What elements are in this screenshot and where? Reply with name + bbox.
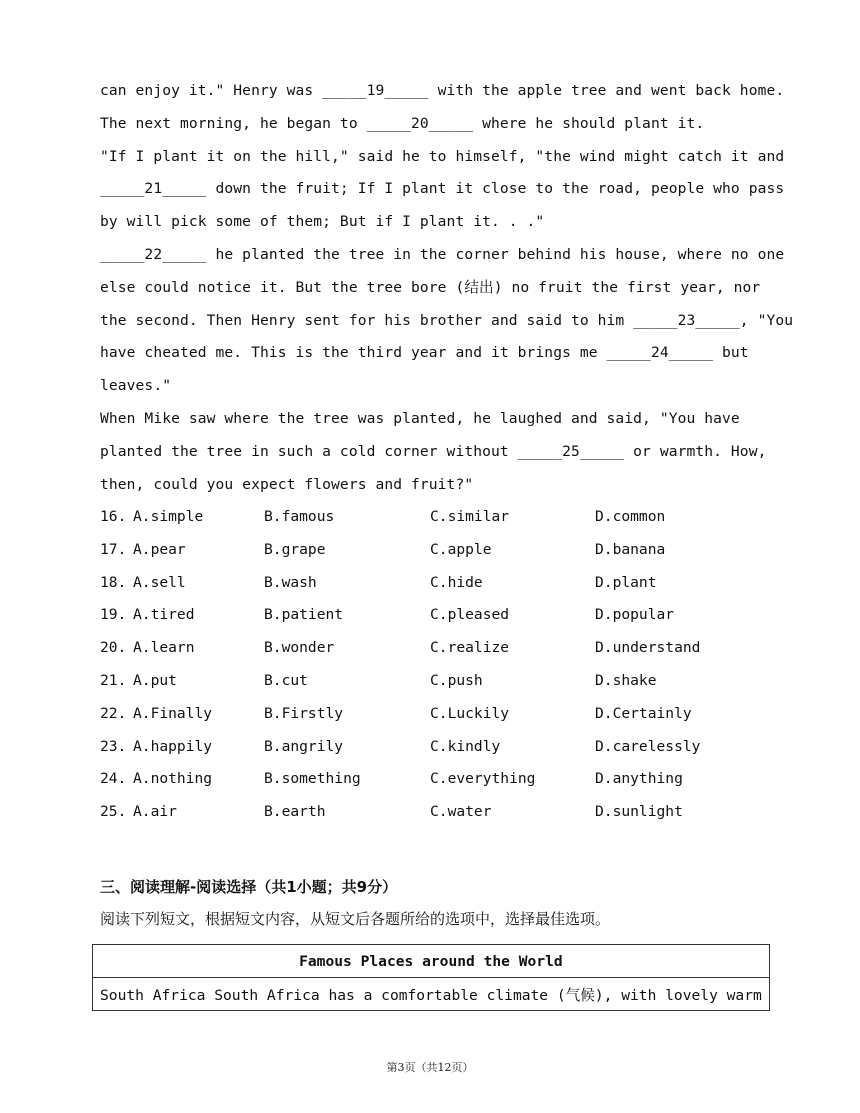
option-d: D.common xyxy=(595,508,666,525)
question-row xyxy=(100,796,760,829)
question-number: 21. xyxy=(100,671,127,689)
reading-table-cell: South Africa South Africa has a comfortable climate (气候), with lovely warm xyxy=(93,978,770,1011)
option-b: B.Firstly xyxy=(264,704,344,722)
option-a: A.learn xyxy=(133,639,195,657)
option-a: A.tired xyxy=(133,606,195,624)
passage-line: "If I plant it on the hill," said he to himself, "the wind might catch it and xyxy=(100,147,785,165)
passage-line: leaves." xyxy=(100,377,172,395)
option-a: A.put xyxy=(133,671,177,689)
reading-table xyxy=(92,944,770,1011)
page-footer: 第3页（共12页） xyxy=(386,1061,474,1074)
section-title: 三、阅读理解-阅读选择（共1小题；共9分） xyxy=(100,878,398,896)
question-number: 20. xyxy=(100,639,127,657)
option-d: D.shake xyxy=(595,671,657,689)
option-b: B.famous xyxy=(264,508,335,525)
option-c: C.Luckily xyxy=(430,704,510,722)
passage-line: can enjoy it." Henry was _____19_____ with the apple tree and went back home. xyxy=(100,82,785,99)
option-d: D.banana xyxy=(595,540,666,558)
passage-line: have cheated me. This is the third year and it brings me _____24_____ but xyxy=(100,344,749,362)
option-c: C.push xyxy=(430,671,483,689)
question-row xyxy=(100,763,760,796)
option-b: B.earth xyxy=(264,803,326,821)
option-d: D.carelessly xyxy=(595,737,701,755)
reading-table-header: Famous Places around the World xyxy=(93,945,770,978)
question-number: 18. xyxy=(100,573,127,591)
option-b: B.wonder xyxy=(264,639,335,657)
passage-line: else could notice it. But the tree bore (结出) no fruit the first year, nor xyxy=(100,278,761,296)
question-row xyxy=(100,567,760,600)
option-c: C.kindly xyxy=(430,737,501,755)
option-a: A.Finally xyxy=(133,704,213,722)
option-a: A.simple xyxy=(133,508,204,525)
question-number: 25. xyxy=(100,803,127,821)
cloze-passage xyxy=(100,75,794,501)
question-number: 24. xyxy=(100,770,127,788)
option-d: D.anything xyxy=(595,770,683,788)
option-c: C.realize xyxy=(430,639,510,657)
question-number: 16. xyxy=(100,508,127,525)
option-b: B.patient xyxy=(264,606,344,624)
option-d: D.popular xyxy=(595,606,675,624)
passage-line: the second. Then Henry sent for his brother and said to him _____23_____, "You xyxy=(100,311,794,329)
option-d: D.sunlight xyxy=(595,803,683,821)
option-a: A.air xyxy=(133,803,177,821)
question-row xyxy=(100,501,760,534)
question-number: 23. xyxy=(100,737,127,755)
option-c: C.water xyxy=(430,803,492,821)
question-number: 17. xyxy=(100,540,127,558)
section-instruction: 阅读下列短文，根据短文内容，从短文后各题所给的选项中，选择最佳选项。 xyxy=(100,910,611,928)
option-b: B.cut xyxy=(264,671,308,689)
option-c: C.pleased xyxy=(430,606,510,624)
question-row xyxy=(100,534,760,567)
passage-line: by will pick some of them; But if I plant it. . ." xyxy=(100,213,545,231)
option-c: C.apple xyxy=(430,540,492,558)
option-a: A.pear xyxy=(133,540,186,558)
question-number: 19. xyxy=(100,606,127,624)
option-c: C.everything xyxy=(430,770,536,788)
question-number: 22. xyxy=(100,704,127,722)
answer-options xyxy=(100,501,760,829)
option-c: C.similar xyxy=(430,508,510,525)
question-row xyxy=(100,665,760,698)
passage-line: The next morning, he began to _____20_____ where he should plant it. xyxy=(100,114,705,132)
question-row xyxy=(100,632,760,665)
option-b: B.wash xyxy=(264,573,317,591)
passage-line: planted the tree in such a cold corner without _____25_____ or warmth. How, xyxy=(100,442,767,460)
option-d: D.understand xyxy=(595,639,701,657)
option-a: A.sell xyxy=(133,573,186,591)
passage-line: When Mike saw where the tree was planted, he laughed and said, "You have xyxy=(100,409,740,427)
question-row xyxy=(100,599,760,632)
option-d: D.plant xyxy=(595,573,657,591)
passage-line: _____22_____ he planted the tree in the corner behind his house, where no one xyxy=(100,245,785,263)
option-b: B.grape xyxy=(264,540,326,558)
option-d: D.Certainly xyxy=(595,704,692,722)
question-row xyxy=(100,731,760,764)
option-b: B.angrily xyxy=(264,737,344,755)
question-row xyxy=(100,698,760,731)
option-a: A.nothing xyxy=(133,770,213,788)
option-a: A.happily xyxy=(133,737,213,755)
option-b: B.something xyxy=(264,770,361,788)
passage-line: then, could you expect flowers and fruit?" xyxy=(100,475,474,493)
passage-line: _____21_____ down the fruit; If I plant it close to the road, people who pass xyxy=(100,180,785,198)
option-c: C.hide xyxy=(430,573,483,591)
